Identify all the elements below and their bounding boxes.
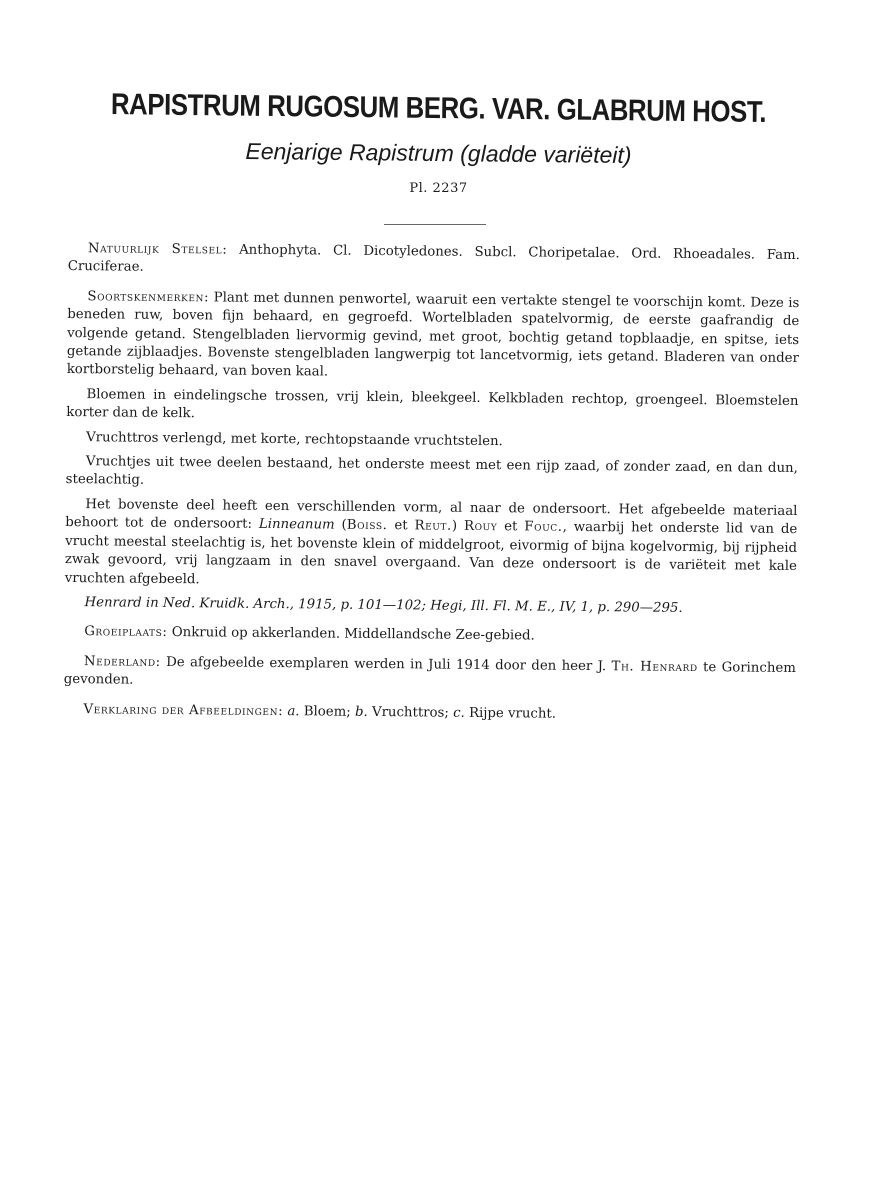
soortskenmerken-label: Soortskenmerken: (87, 289, 210, 306)
description-body (63, 240, 800, 726)
collector-name: Th. Henrard (611, 658, 698, 675)
ondersoort-text-1: Het bovenste deel heeft een verschillenden vorm, al naar de ondersoort. Het afgebeelde materiaal behoort tot de ondersoort: (65, 497, 798, 533)
literature-reference: Henrard in Ned. Kruidk. Arch., 1915, p. 101—102; Hegi, Ill. Fl. M. E., IV, 1, p. 290—295. (84, 595, 683, 616)
groeiplaats-text: Onkruid op akkerlanden. Middellandsche Zee-gebied. (167, 625, 535, 644)
author-reut: Reut. (414, 518, 452, 534)
groeiplaats-label: Groeiplaats: (84, 624, 168, 641)
groeiplaats-paragraph (64, 623, 796, 648)
natuurlijk-stelsel-paragraph (68, 240, 800, 284)
verklaring-label: Verklaring der Afbeeldingen: (83, 701, 284, 719)
figure-key-c-text: Rijpe vrucht. (464, 705, 557, 722)
soortskenmerken-text: Plant met dunnen penwortel, waaruit een vertakte stengel te voorschijn komt. Deze is beneden ruw, boven fijn behaard, en gegroefd. Wortelbladen spatelvormig, de eerste gaafrandig de volgende getand. Stengelbladen liervormig gevind, met groot, bochtig getand topblaadje, en spitse, iets getande zijblaadjes. Bovenste stengelbladen langwerpig tot lancetvormig, iets getand. Bladeren van onder kortborstelig behaard, van boven kaal. (66, 290, 800, 380)
nederland-text-1: De afgebeelde exemplaren werden in Juli 1914 door den heer J. (160, 654, 612, 674)
author-boiss: Boiss. (346, 517, 388, 534)
verklaring-paragraph (63, 701, 795, 726)
nederland-text-2: te Gorinchem gevonden. (63, 659, 796, 688)
figure-key-c: c. (453, 705, 465, 721)
plate-number: Pl. 2237 (409, 181, 468, 196)
author-fouc: Fouc. (524, 519, 563, 536)
soortskenmerken-paragraph (67, 288, 800, 387)
bloemen-paragraph: Bloemen in eindelingsche trossen, vrij klein, bleekgeel. Kelkbladen rechtop, groengeel. Bloemstelen korter dan de kelk. (66, 387, 799, 422)
ondersoort-text-4: ) (451, 518, 465, 535)
author-rouy: Rouy (463, 519, 498, 535)
ondersoort-text-2: ( (334, 517, 347, 533)
vruchtjes-paragraph: Vruchtjes uit twee deelen bestaand, het onderste meest met een rijp zaad, of zonder zaad, en dan dun, steelachtig. (65, 454, 798, 489)
natuurlijk-stelsel-text: Anthophyta. Cl. Dicotyledones. Subcl. Choripetalae. Ord. Rhoeadales. Fam. Cruciferae. (67, 242, 800, 276)
natuurlijk-stelsel-label: Natuurlijk Stelsel: (87, 241, 228, 258)
figure-key-b-text: Vruchttros; (367, 704, 454, 721)
nederland-paragraph (64, 653, 796, 697)
figure-key-b: b. (354, 704, 368, 720)
ondersoort-text-3: et (387, 518, 415, 534)
plate-subtitle: Eenjarige Rapistrum (gladde variëteit) (245, 137, 632, 169)
figure-key-a: a. (283, 703, 300, 719)
vruchttros-paragraph: Vruchttros verlengd, met korte, rechtopstaande vruchtstelen. (86, 429, 503, 449)
title-divider (384, 224, 486, 225)
linneanum-name: Linneanum (258, 517, 335, 533)
plate-title: RAPISTRUM RUGOSUM BERG. VAR. GLABRUM HOST. (110, 88, 767, 129)
ondersoort-paragraph (65, 496, 798, 595)
figure-key-a-text: Bloem; (299, 703, 356, 720)
nederland-label: Nederland: (83, 653, 161, 670)
ondersoort-text-5: et (497, 519, 525, 535)
ondersoort-text-6: , waarbij het onderste lid van de vrucht meestal steelachtig is, het bovenste klein of middelgroot, eivormig of bijna kogelvormig, bij rijpheid zwak gevoord, vrij langzaam in den snavel overgaand. Van deze ondersoort is de variëteit met kale vruchten afgebeeld. (64, 520, 798, 587)
